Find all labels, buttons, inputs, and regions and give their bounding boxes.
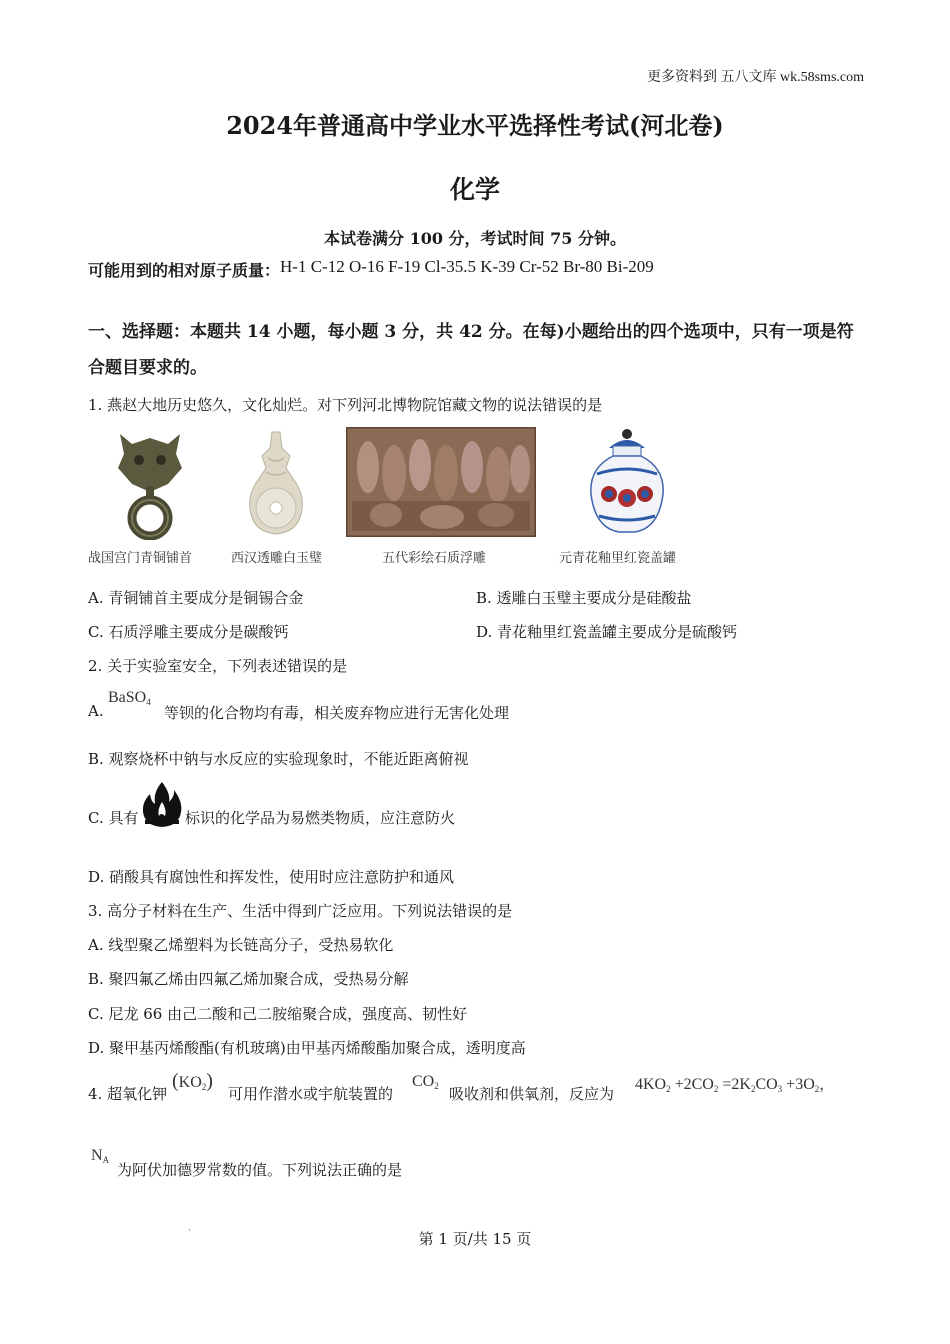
eq-sub-5: 2 (814, 1084, 820, 1094)
na-symbol (91, 1147, 109, 1165)
baso4-subscript: 4 (146, 697, 151, 707)
q3-option-d: D. 聚甲基丙烯酸酯(有机玻璃)由甲基丙烯酸酯加聚合成，透明度高 (88, 1039, 526, 1057)
q1-option-b: B. 透雕白玉璧主要成分是硅酸盐 (476, 589, 692, 607)
atomic-mass-values: H-1 C-12 O-16 F-19 Cl-35.5 K-39 Cr-52 Br-80 Bi-209 (280, 257, 654, 276)
ko2-open-paren: ( (172, 1070, 179, 1092)
na-text: N (91, 1147, 103, 1164)
q2-a-prefix: A. (88, 702, 104, 720)
q3-option-b: B. 聚四氟乙烯由四氟乙烯加聚合成，受热易分解 (88, 970, 409, 988)
page-number: 第 1 页/共 15 页 (418, 1230, 532, 1248)
q4-stem-start: 4. 超氧化钾 (88, 1085, 168, 1103)
q2-a-text: 等钡的化合物均有毒，相关废弃物应进行无害化处理 (164, 704, 510, 722)
porcelain-jar-image (585, 428, 669, 540)
exam-note: 本试卷满分 100 分，考试时间 75 分钟。 (324, 229, 626, 248)
ko2-text: KO (178, 1074, 202, 1091)
q2-c-prefix: C. 具有 (88, 809, 139, 827)
atomic-mass-line (88, 258, 654, 281)
baso4-text: BaSO (108, 689, 147, 706)
co2-subscript: 2 (434, 1081, 439, 1091)
baso4-formula (108, 689, 151, 707)
q4-stem-reaction: 吸收剂和供氧剂，反应为 (449, 1085, 615, 1103)
ko2-close-paren: ) (206, 1070, 213, 1092)
co2-text: CO (412, 1073, 435, 1090)
q4-stem-end: 为阿伏加德罗常数的值。下列说法正确的是 (117, 1161, 403, 1179)
eq-2co2: +2CO (674, 1076, 714, 1093)
atomic-mass-label: 可能用到的相对原子质量： (88, 261, 281, 280)
eq-3o2: +3O (786, 1076, 815, 1093)
eq-2k2: =2K (722, 1076, 751, 1093)
eq-co3: CO (755, 1076, 778, 1093)
eq-4ko2: 4KO (635, 1076, 667, 1093)
eq-sub-3: 2 (750, 1084, 756, 1094)
jade-bi-image (246, 428, 306, 540)
section-header: 一、选择题：本题共 14 小题，每小题 3 分，共 42 分。在每)小题给出的四个选项中，只有一项是符合题目要求的。 (88, 322, 854, 378)
q2-c-text: 标识的化学品为易燃类物质，应注意防火 (185, 809, 456, 827)
reaction-equation (635, 1073, 834, 1094)
ko2-formula (172, 1070, 213, 1093)
q2-stem: 2. 关于实验室安全，下列表述错误的是 (88, 657, 348, 675)
q2-option-b: B. 观察烧杯中钠与水反应的实验现象时，不能近距离俯视 (88, 750, 469, 768)
flammable-icon (141, 780, 183, 828)
caption-jade-bi: 西汉透雕白玉璧 (231, 551, 323, 566)
q3-option-c: C. 尼龙 66 由己二酸和己二胺缩聚合成，强度高、韧性好 (88, 1005, 468, 1023)
q2-option-a (88, 702, 104, 720)
q1-option-d: D. 青花釉里红瓷盖罐主要成分是硫酸钙 (476, 623, 738, 641)
q2-option-d: D. 硝酸具有腐蚀性和挥发性，使用时应注意防护和通风 (88, 868, 455, 886)
watermark: 更多资料到 五八文库 wk.58sms.com (647, 70, 864, 85)
co2-formula (412, 1073, 439, 1091)
footer-dot: · (188, 1226, 191, 1235)
q3-option-a: A. 线型聚乙烯塑料为长链高分子，受热易软化 (88, 936, 394, 954)
stone-relief-image (346, 427, 536, 537)
eq-tail: ， (819, 1075, 835, 1093)
exam-title: 2024年普通高中学业水平选择性考试(河北卷) (226, 111, 724, 140)
eq-sub-2: 2 (713, 1084, 719, 1094)
subject-heading: 化学 (449, 175, 500, 204)
q1-option-a: A. 青铜铺首主要成分是铜锡合金 (88, 589, 304, 607)
q1-stem: 1. 燕赵大地历史悠久，文化灿烂。对下列河北博物院馆藏文物的说法错误的是 (88, 396, 603, 414)
caption-bronze-knocker: 战国宫门青铜铺首 (88, 551, 193, 566)
caption-porcelain-jar: 元青花釉里红瓷盖罐 (559, 551, 677, 566)
bronze-knocker-image (112, 428, 188, 540)
ko2-subscript: 2 (201, 1082, 207, 1092)
na-subscript: A (102, 1155, 110, 1165)
eq-sub-1: 2 (666, 1084, 671, 1094)
caption-stone-relief: 五代彩绘石质浮雕 (382, 551, 487, 566)
q3-stem: 3. 高分子材料在生产、生活中得到广泛应用。下列说法错误的是 (88, 902, 513, 920)
q1-option-c: C. 石质浮雕主要成分是碳酸钙 (88, 623, 289, 641)
eq-sub-4: 3 (777, 1084, 783, 1094)
q4-stem-mid: 可用作潜水或宇航装置的 (228, 1085, 394, 1103)
